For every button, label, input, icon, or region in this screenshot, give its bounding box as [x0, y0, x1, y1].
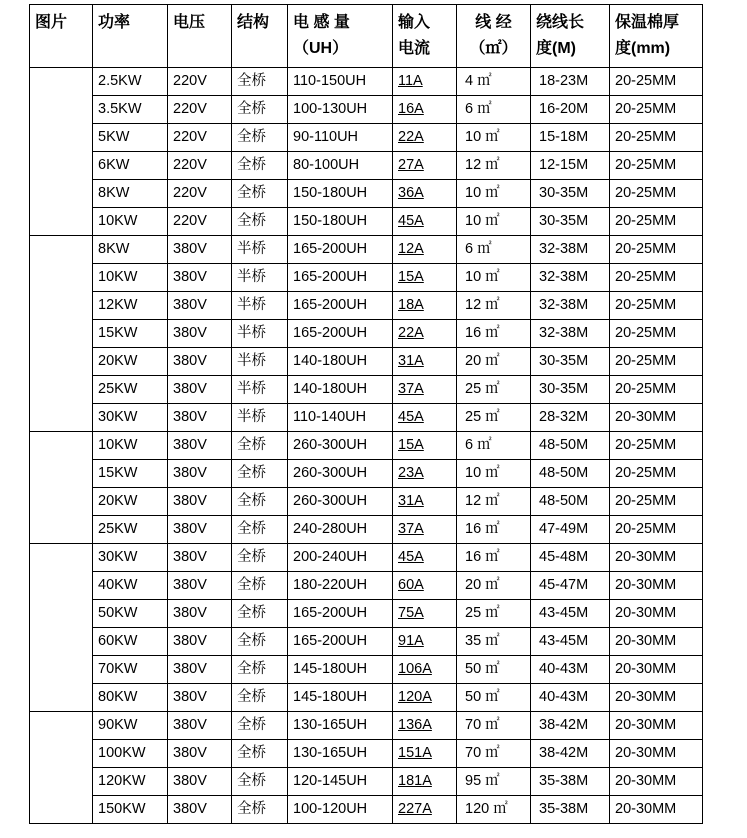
cell-wire: 70 ㎡	[457, 712, 531, 740]
cell-insulation: 20-25MM	[610, 292, 703, 320]
cell-current: 11A	[393, 68, 457, 96]
cell-length: 28-32M	[531, 404, 610, 432]
cell-length: 48-50M	[531, 488, 610, 516]
cell-voltage: 380V	[168, 320, 232, 348]
cell-voltage: 380V	[168, 684, 232, 712]
cell-inductance: 165-200UH	[288, 320, 393, 348]
cell-length: 16-20M	[531, 96, 610, 124]
cell-power: 120KW	[93, 768, 168, 796]
cell-power: 3.5KW	[93, 96, 168, 124]
cell-current: 60A	[393, 572, 457, 600]
cell-current: 31A	[393, 348, 457, 376]
cell-power: 25KW	[93, 376, 168, 404]
cell-current: 22A	[393, 320, 457, 348]
cell-length: 48-50M	[531, 432, 610, 460]
cell-power: 6KW	[93, 152, 168, 180]
cell-power: 10KW	[93, 432, 168, 460]
cell-current: 23A	[393, 460, 457, 488]
table-row	[30, 488, 703, 516]
cell-power: 10KW	[93, 264, 168, 292]
cell-insulation: 20-25MM	[610, 348, 703, 376]
table-row	[30, 712, 703, 740]
cell-insulation: 20-25MM	[610, 152, 703, 180]
cell-insulation: 20-30MM	[610, 712, 703, 740]
image-cell	[30, 68, 93, 236]
cell-insulation: 20-25MM	[610, 68, 703, 96]
cell-length: 45-48M	[531, 544, 610, 572]
cell-structure: 全桥	[232, 152, 288, 180]
cell-insulation: 20-25MM	[610, 96, 703, 124]
cell-inductance: 145-180UH	[288, 656, 393, 684]
cell-inductance: 150-180UH	[288, 208, 393, 236]
table-row	[30, 768, 703, 796]
cell-wire: 10 ㎡	[457, 180, 531, 208]
cell-power: 2.5KW	[93, 68, 168, 96]
cell-inductance: 80-100UH	[288, 152, 393, 180]
cell-current: 31A	[393, 488, 457, 516]
cell-wire: 16 ㎡	[457, 320, 531, 348]
cell-insulation: 20-30MM	[610, 544, 703, 572]
cell-current: 27A	[393, 152, 457, 180]
cell-inductance: 100-130UH	[288, 96, 393, 124]
header-wire: 线 经 （㎡）	[457, 5, 531, 68]
header-power: 功率	[93, 5, 168, 68]
cell-current: 75A	[393, 600, 457, 628]
cell-length: 32-38M	[531, 320, 610, 348]
cell-length: 32-38M	[531, 236, 610, 264]
cell-insulation: 20-25MM	[610, 264, 703, 292]
spec-table	[29, 4, 703, 824]
cell-wire: 25 ㎡	[457, 404, 531, 432]
spec-table-container	[29, 4, 703, 824]
cell-current: 106A	[393, 656, 457, 684]
cell-insulation: 20-25MM	[610, 376, 703, 404]
table-row	[30, 236, 703, 264]
cell-inductance: 130-165UH	[288, 712, 393, 740]
header-structure: 结构	[232, 5, 288, 68]
cell-length: 35-38M	[531, 796, 610, 824]
cell-structure: 全桥	[232, 684, 288, 712]
cell-voltage: 380V	[168, 740, 232, 768]
table-row	[30, 180, 703, 208]
cell-inductance: 140-180UH	[288, 376, 393, 404]
cell-insulation: 20-30MM	[610, 740, 703, 768]
cell-wire: 12 ㎡	[457, 292, 531, 320]
cell-structure: 全桥	[232, 768, 288, 796]
cell-voltage: 380V	[168, 488, 232, 516]
cell-wire: 50 ㎡	[457, 656, 531, 684]
cell-insulation: 20-30MM	[610, 404, 703, 432]
image-cell	[30, 712, 93, 824]
cell-power: 40KW	[93, 572, 168, 600]
cell-current: 15A	[393, 432, 457, 460]
cell-insulation: 20-25MM	[610, 516, 703, 544]
cell-power: 5KW	[93, 124, 168, 152]
cell-insulation: 20-30MM	[610, 572, 703, 600]
table-row	[30, 684, 703, 712]
cell-voltage: 380V	[168, 796, 232, 824]
cell-voltage: 380V	[168, 516, 232, 544]
cell-inductance: 150-180UH	[288, 180, 393, 208]
table-row	[30, 348, 703, 376]
cell-inductance: 165-200UH	[288, 236, 393, 264]
cell-wire: 10 ㎡	[457, 208, 531, 236]
cell-power: 30KW	[93, 544, 168, 572]
cell-wire: 35 ㎡	[457, 628, 531, 656]
cell-length: 48-50M	[531, 460, 610, 488]
cell-voltage: 380V	[168, 572, 232, 600]
cell-insulation: 20-30MM	[610, 796, 703, 824]
cell-power: 12KW	[93, 292, 168, 320]
cell-inductance: 240-280UH	[288, 516, 393, 544]
cell-wire: 20 ㎡	[457, 572, 531, 600]
cell-power: 8KW	[93, 180, 168, 208]
cell-power: 8KW	[93, 236, 168, 264]
cell-power: 70KW	[93, 656, 168, 684]
cell-structure: 全桥	[232, 124, 288, 152]
cell-inductance: 200-240UH	[288, 544, 393, 572]
cell-current: 227A	[393, 796, 457, 824]
cell-structure: 全桥	[232, 572, 288, 600]
cell-wire: 12 ㎡	[457, 152, 531, 180]
table-row	[30, 376, 703, 404]
table-row	[30, 208, 703, 236]
cell-insulation: 20-30MM	[610, 768, 703, 796]
cell-structure: 半桥	[232, 404, 288, 432]
cell-structure: 全桥	[232, 516, 288, 544]
table-row	[30, 460, 703, 488]
table-row	[30, 96, 703, 124]
cell-voltage: 220V	[168, 124, 232, 152]
cell-insulation: 20-25MM	[610, 432, 703, 460]
header-insulation: 保温棉厚 度(mm)	[610, 5, 703, 68]
cell-power: 20KW	[93, 348, 168, 376]
cell-current: 22A	[393, 124, 457, 152]
cell-wire: 16 ㎡	[457, 516, 531, 544]
table-row	[30, 292, 703, 320]
cell-structure: 全桥	[232, 488, 288, 516]
table-row	[30, 516, 703, 544]
cell-power: 90KW	[93, 712, 168, 740]
image-cell	[30, 432, 93, 544]
cell-wire: 10 ㎡	[457, 460, 531, 488]
table-row	[30, 68, 703, 96]
cell-inductance: 110-140UH	[288, 404, 393, 432]
cell-wire: 10 ㎡	[457, 264, 531, 292]
cell-voltage: 380V	[168, 656, 232, 684]
cell-current: 36A	[393, 180, 457, 208]
cell-voltage: 380V	[168, 264, 232, 292]
cell-current: 181A	[393, 768, 457, 796]
cell-voltage: 220V	[168, 152, 232, 180]
cell-length: 40-43M	[531, 684, 610, 712]
cell-inductance: 90-110UH	[288, 124, 393, 152]
cell-structure: 全桥	[232, 740, 288, 768]
cell-power: 100KW	[93, 740, 168, 768]
cell-current: 120A	[393, 684, 457, 712]
cell-voltage: 380V	[168, 348, 232, 376]
cell-structure: 半桥	[232, 348, 288, 376]
cell-structure: 全桥	[232, 600, 288, 628]
cell-wire: 16 ㎡	[457, 544, 531, 572]
cell-voltage: 220V	[168, 180, 232, 208]
header-length: 绕线长 度(M)	[531, 5, 610, 68]
cell-structure: 全桥	[232, 68, 288, 96]
cell-structure: 半桥	[232, 264, 288, 292]
cell-current: 37A	[393, 516, 457, 544]
cell-length: 30-35M	[531, 180, 610, 208]
cell-power: 30KW	[93, 404, 168, 432]
cell-length: 18-23M	[531, 68, 610, 96]
cell-structure: 全桥	[232, 432, 288, 460]
cell-insulation: 20-30MM	[610, 600, 703, 628]
cell-power: 80KW	[93, 684, 168, 712]
cell-length: 30-35M	[531, 348, 610, 376]
cell-voltage: 380V	[168, 460, 232, 488]
cell-power: 15KW	[93, 320, 168, 348]
table-row	[30, 264, 703, 292]
cell-current: 151A	[393, 740, 457, 768]
cell-wire: 25 ㎡	[457, 376, 531, 404]
cell-insulation: 20-25MM	[610, 320, 703, 348]
cell-inductance: 165-200UH	[288, 292, 393, 320]
cell-insulation: 20-25MM	[610, 460, 703, 488]
cell-wire: 6 ㎡	[457, 96, 531, 124]
cell-wire: 12 ㎡	[457, 488, 531, 516]
cell-power: 10KW	[93, 208, 168, 236]
cell-insulation: 20-30MM	[610, 656, 703, 684]
cell-current: 45A	[393, 404, 457, 432]
cell-inductance: 165-200UH	[288, 628, 393, 656]
cell-current: 45A	[393, 544, 457, 572]
cell-current: 37A	[393, 376, 457, 404]
table-row	[30, 404, 703, 432]
cell-wire: 95 ㎡	[457, 768, 531, 796]
cell-structure: 全桥	[232, 656, 288, 684]
cell-length: 32-38M	[531, 264, 610, 292]
cell-power: 60KW	[93, 628, 168, 656]
header-voltage: 电压	[168, 5, 232, 68]
cell-insulation: 20-25MM	[610, 124, 703, 152]
table-row	[30, 656, 703, 684]
cell-insulation: 20-25MM	[610, 236, 703, 264]
cell-length: 35-38M	[531, 768, 610, 796]
cell-structure: 全桥	[232, 96, 288, 124]
cell-current: 18A	[393, 292, 457, 320]
cell-inductance: 110-150UH	[288, 68, 393, 96]
cell-voltage: 380V	[168, 292, 232, 320]
cell-length: 38-42M	[531, 712, 610, 740]
cell-length: 38-42M	[531, 740, 610, 768]
cell-voltage: 220V	[168, 96, 232, 124]
cell-length: 43-45M	[531, 600, 610, 628]
cell-power: 20KW	[93, 488, 168, 516]
cell-power: 15KW	[93, 460, 168, 488]
cell-voltage: 380V	[168, 628, 232, 656]
table-row	[30, 600, 703, 628]
cell-voltage: 220V	[168, 208, 232, 236]
cell-inductance: 180-220UH	[288, 572, 393, 600]
cell-power: 150KW	[93, 796, 168, 824]
cell-inductance: 165-200UH	[288, 264, 393, 292]
table-row	[30, 124, 703, 152]
cell-inductance: 165-200UH	[288, 600, 393, 628]
cell-wire: 4 ㎡	[457, 68, 531, 96]
cell-structure: 半桥	[232, 236, 288, 264]
cell-structure: 全桥	[232, 460, 288, 488]
header-current: 输入 电流	[393, 5, 457, 68]
cell-length: 40-43M	[531, 656, 610, 684]
cell-inductance: 260-300UH	[288, 488, 393, 516]
cell-structure: 半桥	[232, 292, 288, 320]
table-row	[30, 572, 703, 600]
cell-voltage: 380V	[168, 544, 232, 572]
cell-structure: 全桥	[232, 180, 288, 208]
cell-length: 30-35M	[531, 376, 610, 404]
cell-insulation: 20-25MM	[610, 208, 703, 236]
table-row	[30, 544, 703, 572]
table-row	[30, 628, 703, 656]
table-row	[30, 152, 703, 180]
cell-structure: 半桥	[232, 376, 288, 404]
cell-voltage: 380V	[168, 712, 232, 740]
cell-current: 12A	[393, 236, 457, 264]
cell-voltage: 380V	[168, 376, 232, 404]
cell-inductance: 260-300UH	[288, 432, 393, 460]
cell-length: 43-45M	[531, 628, 610, 656]
cell-voltage: 380V	[168, 236, 232, 264]
cell-wire: 10 ㎡	[457, 124, 531, 152]
cell-inductance: 145-180UH	[288, 684, 393, 712]
table-row	[30, 796, 703, 824]
cell-wire: 50 ㎡	[457, 684, 531, 712]
image-cell	[30, 236, 93, 432]
cell-inductance: 120-145UH	[288, 768, 393, 796]
cell-current: 16A	[393, 96, 457, 124]
table-row	[30, 432, 703, 460]
cell-wire: 120 ㎡	[457, 796, 531, 824]
cell-power: 50KW	[93, 600, 168, 628]
cell-wire: 70 ㎡	[457, 740, 531, 768]
cell-voltage: 220V	[168, 68, 232, 96]
cell-wire: 6 ㎡	[457, 236, 531, 264]
cell-structure: 全桥	[232, 544, 288, 572]
cell-length: 47-49M	[531, 516, 610, 544]
header-row	[30, 5, 703, 68]
cell-current: 15A	[393, 264, 457, 292]
cell-length: 45-47M	[531, 572, 610, 600]
cell-structure: 全桥	[232, 628, 288, 656]
cell-inductance: 100-120UH	[288, 796, 393, 824]
cell-structure: 全桥	[232, 208, 288, 236]
cell-current: 45A	[393, 208, 457, 236]
cell-insulation: 20-25MM	[610, 488, 703, 516]
cell-power: 25KW	[93, 516, 168, 544]
cell-current: 136A	[393, 712, 457, 740]
cell-structure: 全桥	[232, 796, 288, 824]
cell-wire: 20 ㎡	[457, 348, 531, 376]
cell-wire: 25 ㎡	[457, 600, 531, 628]
table-row	[30, 320, 703, 348]
cell-voltage: 380V	[168, 432, 232, 460]
cell-insulation: 20-30MM	[610, 684, 703, 712]
cell-inductance: 140-180UH	[288, 348, 393, 376]
cell-insulation: 20-25MM	[610, 180, 703, 208]
cell-length: 15-18M	[531, 124, 610, 152]
cell-voltage: 380V	[168, 768, 232, 796]
cell-inductance: 260-300UH	[288, 460, 393, 488]
cell-length: 30-35M	[531, 208, 610, 236]
image-cell	[30, 544, 93, 712]
cell-length: 12-15M	[531, 152, 610, 180]
header-image: 图片	[30, 5, 93, 68]
cell-wire: 6 ㎡	[457, 432, 531, 460]
table-row	[30, 740, 703, 768]
spec-table-body	[30, 68, 703, 824]
cell-structure: 全桥	[232, 712, 288, 740]
cell-current: 91A	[393, 628, 457, 656]
cell-voltage: 380V	[168, 600, 232, 628]
cell-voltage: 380V	[168, 404, 232, 432]
cell-structure: 半桥	[232, 320, 288, 348]
cell-insulation: 20-30MM	[610, 628, 703, 656]
header-inductance: 电 感 量 （UH）	[288, 5, 393, 68]
cell-inductance: 130-165UH	[288, 740, 393, 768]
cell-length: 32-38M	[531, 292, 610, 320]
